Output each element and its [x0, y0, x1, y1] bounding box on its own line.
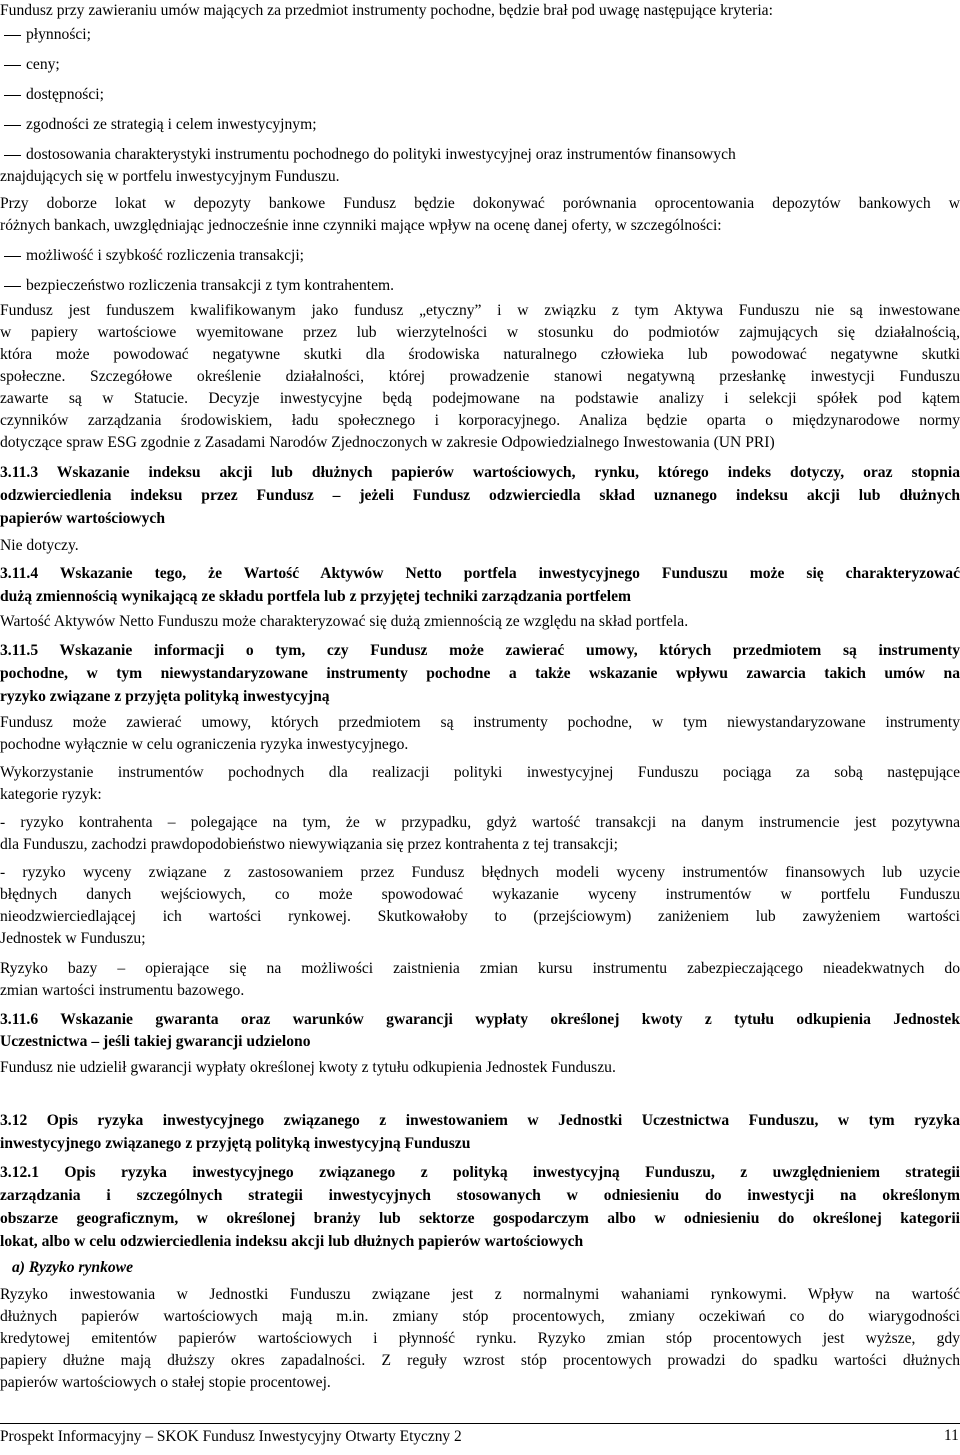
paragraph-line: społeczne. Szczegółowe określenie działalności, której prowadzenie stanowi negatywną przesłankę inwestycji Funduszu — [0, 368, 960, 385]
section-heading-3-11-3: papierów wartościowych — [0, 510, 166, 527]
dash-bullet — [4, 65, 21, 66]
section-heading-3-11-5: ryzyko związane z przyjęta polityką inwestycyjną — [0, 688, 330, 705]
list-item-cont: znajdujących się w portfelu inwestycyjnym Funduszu. — [0, 168, 340, 185]
list-item: płynności; — [26, 26, 91, 43]
section-heading-3-11-3: odzwierciedlenia indeksu przez Fundusz – jeżeli Fundusz odzwierciedla skład uznanego indeksu akcji lub dłużnych — [0, 487, 960, 504]
section-text: Nie dotyczy. — [0, 537, 79, 554]
subsection-marker: a) — [12, 1259, 25, 1276]
paragraph-line: papierów wartościowych o stałej stopie procentowej. — [0, 1374, 331, 1391]
paragraph-line: zawarte są w Statucie. Decyzje inwestycyjne będą podejmowane na podstawie analizy i selekcji spółek pod kątem — [0, 390, 960, 407]
paragraph-line: Ryzyko bazy – opierające się na możliwości zaistnienia zmian kursu instrumentu zabezpieczającego nieadekwatnych do — [0, 960, 960, 977]
list-item: bezpieczeństwo rozliczenia transakcji z tym kontrahentem. — [26, 277, 395, 294]
paragraph-line: Ryzyko inwestowania w Jednostki Funduszu związane jest z normalnymi wahaniami rynkowymi. Wpływ na wartość — [0, 1286, 960, 1303]
intro-text: Fundusz przy zawieraniu umów mających za przedmiot instrumenty pochodne, będzie brał pod uwagę następujące kryteria: — [0, 2, 773, 19]
section-heading-3-12-1: lokat, albo w celu odzwierciedlenia indeksu akcji lub dłużnych papierów wartościowych — [0, 1233, 584, 1250]
paragraph-line: pochodne wyłącznie w celu ograniczenia ryzyka inwestycyjnego. — [0, 736, 409, 753]
paragraph-line: która może powodować negatywne skutki dla środowiska naturalnego człowieka lub powodować negatywne skutki — [0, 346, 960, 363]
paragraph-line: kredytowej emitentów papierów wartościowych i płynność rynku. Ryzyko zmian stóp procentowych jest wyższe, gdy — [0, 1330, 960, 1347]
footer-divider — [0, 1423, 960, 1424]
section-heading-3-11-3: 3.11.3 Wskazanie indeksu akcji lub dłużnych papierów wartościowych, rynku, którego indeks dotyczy, oraz stopnia — [0, 464, 960, 481]
dash-bullet — [4, 155, 21, 156]
section-heading-3-12-1: 3.12.1 Opis ryzyka inwestycyjnego związanego z polityką inwestycyjną Funduszu, z uwzględnieniem strategii — [0, 1164, 960, 1181]
list-item: dostępności; — [26, 86, 104, 103]
paragraph-line: Fundusz może zawierać umowy, których przedmiotem są instrumenty pochodne, w tym niewystandaryzowane instrumenty — [0, 714, 960, 731]
dash-bullet — [4, 125, 21, 126]
page-number: 11 — [944, 1427, 959, 1444]
list-item: ceny; — [26, 56, 60, 73]
footer-text: Prospekt Informacyjny – SKOK Fundusz Inwestycyjny Otwarty Etyczny 2 — [0, 1428, 462, 1445]
dash-bullet — [4, 256, 21, 257]
paragraph-line: w papiery wartościowe wyemitowane przez lub wierzytelności w stosunku do podmiotów zajmujących się działalnością, — [0, 324, 960, 341]
dash-bullet — [4, 95, 21, 96]
paragraph-line: - ryzyko kontrahenta – polegające na tym, że w przypadku, gdyż wartość transakcji na danym instrumencie jest pozytywna — [0, 814, 960, 831]
paragraph-line: dotyczące spraw ESG zgodnie z Zasadami Narodów Zjednoczonych w zakresie Odpowiedzialnego Inwestowania (UN PRI) — [0, 434, 775, 451]
paragraph-line: zmian wartości instrumentu bazowego. — [0, 982, 245, 999]
paragraph-line: kategorie ryzyk: — [0, 786, 102, 803]
section-heading-3-11-5: 3.11.5 Wskazanie informacji o tym, czy Fundusz może zawierać umowy, których przedmiotem są instrumenty — [0, 642, 960, 659]
paragraph-line: nieodzwierciedlającej ich wartości rynkowej. Skutkowałoby to (przejściowym) zaniżeniem lub zawyżeniem wartości — [0, 908, 960, 925]
list-item: dostosowania charakterystyki instrumentu pochodnego do polityki inwestycyjnej oraz instrumentów finansowych — [26, 146, 736, 163]
section-text: Wartość Aktywów Netto Funduszu może charakteryzować się dużą zmiennością ze względu na skład portfela. — [0, 613, 689, 630]
paragraph-line: błędnych danych wejściowych, co może spowodować wykazanie wyceny instrumentów w portfelu Funduszu — [0, 886, 960, 903]
paragraph-line: dłużnych papierów wartościowych mają m.in. zmiany stóp procentowych, zmiany oczekiwań co do wiarygodności — [0, 1308, 960, 1325]
paragraph-line: Fundusz jest funduszem kwalifikowanym jako fundusz „etyczny” i w związku z tym Aktywa Funduszu nie są inwestowane — [0, 302, 960, 319]
section-heading-3-11-6: Uczestnictwa – jeśli takiej gwarancji udzielono — [0, 1033, 311, 1050]
paragraph-line: - ryzyko wyceny związane z zastosowaniem przez Fundusz błędnych modeli wyceny instrumentów finansowych lub uzycie — [0, 864, 960, 881]
subsection-title: Ryzyko rynkowe — [28, 1259, 134, 1276]
section-heading-3-11-5: pochodne, w tym niewystandaryzowane instrumenty pochodne a także wskazanie wpływu zawarcia takich umów na — [0, 665, 960, 682]
dash-bullet — [4, 35, 21, 36]
paragraph-line: Wykorzystanie instrumentów pochodnych dla realizacji polityki inwestycyjnej Funduszu pociąga za sobą następujące — [0, 764, 960, 781]
paragraph-line: Jednostek w Funduszu; — [0, 930, 146, 947]
subsection-heading — [12, 1257, 912, 1279]
section-heading-3-11-4: 3.11.4 Wskazanie tego, że Wartość Aktywów Netto portfela inwestycyjnego Funduszu może się charakteryzować — [0, 565, 960, 582]
section-heading-3-12-1: zarządzania i szczególnych strategii inwestycyjnych stosowanych w odniesieniu do inwestycji na określonym — [0, 1187, 960, 1204]
paragraph-line: dla Funduszu, zachodzi prawdopodobieństwo niewywiązania się przez kontrahenta z tej transakcji; — [0, 836, 618, 853]
section-heading-3-11-6: 3.11.6 Wskazanie gwaranta oraz warunków gwarancji wypłaty określonej kwoty z tytułu odkupienia Jednostek — [0, 1011, 960, 1028]
deposits-line: różnych bankach, uwzględniając jednocześnie inne czynniki mające wpływ na ocenę danej oferty, w szczególności: — [0, 217, 722, 234]
paragraph-line: czynników zarządzania środowiskiem, ładu społecznego i korporacyjnego. Analiza będzie oparta o międzynarodowe normy — [0, 412, 960, 429]
section-heading-3-12: 3.12 Opis ryzyka inwestycyjnego związanego z inwestowaniem w Jednostki Uczestnictwa Funduszu, w tym ryzyka — [0, 1112, 960, 1129]
paragraph-line: papiery dłużne mają dłuższy okres zapadalności. Z reguły wzrost stóp procentowych prowadzi do spadku wartości dłużnych — [0, 1352, 960, 1369]
deposits-line: Przy doborze lokat w depozyty bankowe Fundusz będzie dokonywać porównania oprocentowania depozytów bankowych w — [0, 195, 960, 212]
section-heading-3-11-4: dużą zmiennością wynikającą ze składu portfela lub z przyjętej techniki zarządzania portfelem — [0, 588, 632, 605]
section-heading-3-12-1: obszarze geograficznym, w określonej branży lub sektorze gospodarczym albo w odniesieniu do określonej kategorii — [0, 1210, 960, 1227]
section-text: Fundusz nie udzielił gwarancji wypłaty określonej kwoty z tytułu odkupienia Jednostek Funduszu. — [0, 1059, 616, 1076]
dash-bullet — [4, 286, 21, 287]
section-heading-3-12: inwestycyjnego związanego z przyjętą polityką inwestycyjną Funduszu — [0, 1135, 471, 1152]
list-item: zgodności ze strategią i celem inwestycyjnym; — [26, 116, 317, 133]
list-item: możliwość i szybkość rozliczenia transakcji; — [26, 247, 304, 264]
